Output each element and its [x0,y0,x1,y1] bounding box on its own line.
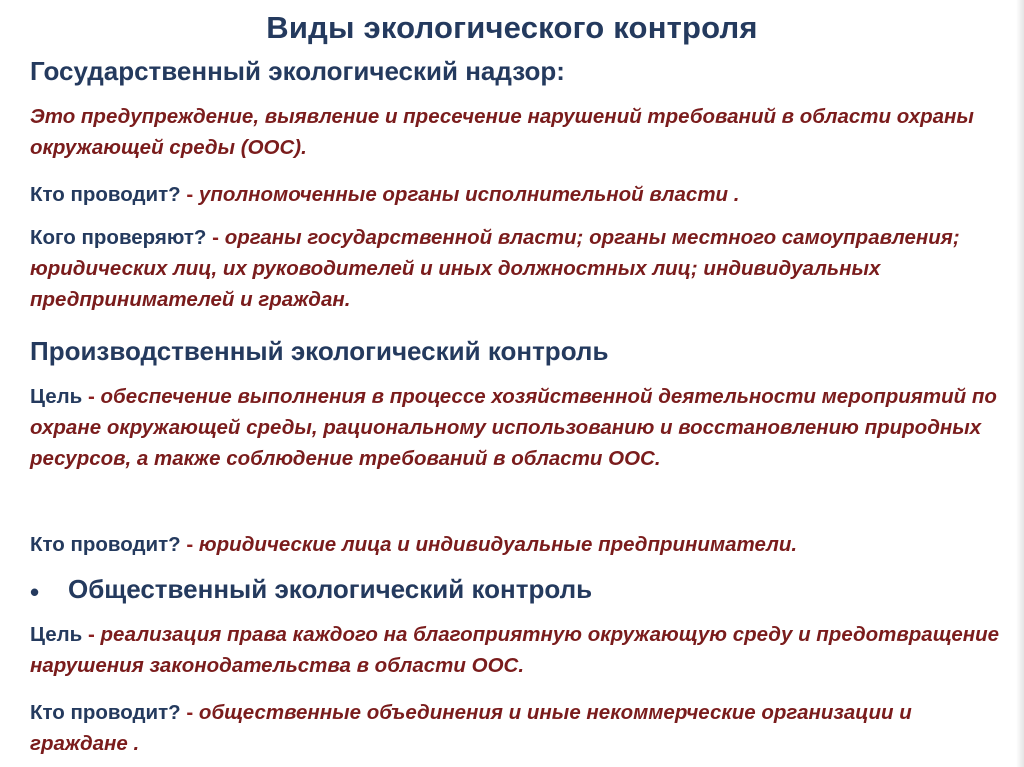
definition-text: Это предупреждение, выявление и пресечение нарушений требований в области охраны окружающей среды (ООС). [30,105,974,159]
dash: - [186,701,194,724]
section2-goal [30,381,1005,474]
goal-text: обеспечение выполнения в процессе хозяйственной деятельности мероприятий по охране окружающей среды, рациональному использованию и восстановлению природных ресурсов, а также соблюдение требований в области ООС. [30,385,997,470]
whom-label: Кого проверяют? [30,226,207,249]
section3-who [30,697,1005,759]
who-label: Кто проводит? [30,701,181,724]
dash: - [186,533,194,556]
dash: - [87,623,95,646]
section1-heading: Государственный экологический надзор: [30,56,565,86]
who-text: общественные объединения и иные некоммерческие организации и граждане . [30,701,912,755]
dash: - [87,385,95,408]
who-label: Кто проводит? [30,183,181,206]
section3-goal [30,619,1005,681]
dash: - [186,183,194,206]
goal-label: Цель [30,385,83,408]
bullet-icon: • [30,577,40,607]
dash: - [212,226,219,249]
who-text: уполномоченные органы исполнительной власти . [198,183,740,206]
whom-text: органы государственной власти; органы местного самоуправления; юридических лиц, их руководителей и иных должностных лиц; индивидуальных предпринимателей и граждан. [30,226,960,311]
section1-whom [30,222,1005,315]
section1-who [30,179,1005,210]
goal-text: реализация права каждого на благоприятную окружающую среду и предотвращение нарушения законодательства в области ООС. [30,623,1000,677]
goal-label: Цель [30,623,83,646]
slide-title: Виды экологического контроля [266,10,758,45]
who-label: Кто проводит? [30,533,181,556]
page-edge-shadow [1016,0,1024,767]
section2-who [30,529,1005,560]
section2-heading: Производственный экологический контроль [30,336,609,366]
section3-heading: Общественный экологический контроль [68,574,593,604]
section1-definition [30,101,1005,163]
who-text: юридические лица и индивидуальные предприниматели. [198,533,798,556]
